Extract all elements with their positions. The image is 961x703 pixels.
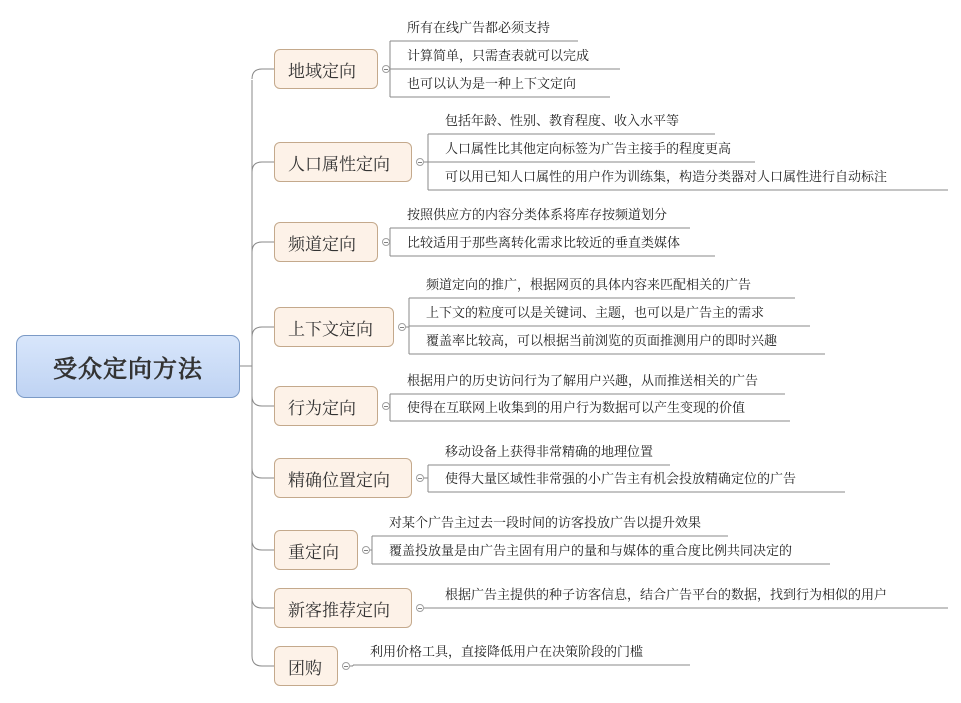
collapse-toggle-icon[interactable] xyxy=(416,474,424,482)
leaf-node[interactable]: 覆盖率比较高，可以根据当前浏览的页面推测用户的即时兴趣 xyxy=(426,334,778,349)
leaf-node[interactable]: 所有在线广告都必须支持 xyxy=(407,21,551,36)
leaf-node[interactable]: 人口属性比其他定向标签为广告主接手的程度更高 xyxy=(445,142,732,157)
topic-node[interactable]: 精确位置定向 xyxy=(274,458,412,498)
topic-node[interactable]: 重定向 xyxy=(274,530,358,570)
topic-connector xyxy=(252,242,274,252)
collapse-toggle-icon[interactable] xyxy=(416,158,424,166)
leaf-node[interactable]: 频道定向的推广，根据网页的具体内容来匹配相关的广告 xyxy=(426,278,752,293)
leaf-node[interactable]: 利用价格工具，直接降低用户在决策阶段的门槛 xyxy=(370,645,644,660)
topic-node[interactable]: 频道定向 xyxy=(274,222,378,262)
leaf-node[interactable]: 比较适用于那些离转化需求比较近的垂直类媒体 xyxy=(407,236,681,251)
leaf-node[interactable]: 覆盖投放量是由广告主固有用户的量和与媒体的重合度比例共同决定的 xyxy=(389,544,793,559)
leaf-node[interactable]: 按照供应方的内容分类体系将库存按频道划分 xyxy=(407,208,668,223)
topic-connector xyxy=(252,656,274,666)
collapse-toggle-icon[interactable] xyxy=(362,546,370,554)
topic-connector xyxy=(252,162,274,172)
leaf-node[interactable]: 也可以认为是一种上下文定向 xyxy=(407,77,577,92)
topic-node[interactable]: 行为定向 xyxy=(274,386,378,426)
leaf-node[interactable]: 上下文的粒度可以是关键词、主题，也可以是广告主的需求 xyxy=(426,306,765,321)
leaf-node[interactable]: 使得大量区域性非常强的小广告主有机会投放精确定位的广告 xyxy=(445,472,797,487)
collapse-toggle-icon[interactable] xyxy=(398,323,406,331)
leaf-node[interactable]: 可以用已知人口属性的用户作为训练集，构造分类器对人口属性进行自动标注 xyxy=(445,170,888,185)
topic-node[interactable]: 上下文定向 xyxy=(274,307,394,347)
leaf-node[interactable]: 计算简单，只需查表就可以完成 xyxy=(407,49,590,64)
topic-connector xyxy=(252,598,274,608)
leaf-node[interactable]: 使得在互联网上收集到的用户行为数据可以产生变现的价值 xyxy=(407,401,746,416)
leaf-node[interactable]: 对某个广告主过去一段时间的访客投放广告以提升效果 xyxy=(389,516,702,531)
topic-node[interactable]: 新客推荐定向 xyxy=(274,588,412,628)
topic-node[interactable]: 人口属性定向 xyxy=(274,142,412,182)
collapse-toggle-icon[interactable] xyxy=(382,238,390,246)
topic-connector xyxy=(252,396,274,406)
leaf-node[interactable]: 根据用户的历史访问行为了解用户兴趣，从而推送相关的广告 xyxy=(407,374,759,389)
leaf-node[interactable]: 包括年龄、性别、教育程度、收入水平等 xyxy=(445,114,680,129)
collapse-toggle-icon[interactable] xyxy=(382,402,390,410)
topic-connector xyxy=(252,468,274,478)
topic-node[interactable]: 团购 xyxy=(274,646,338,686)
root-topic[interactable]: 受众定向方法 xyxy=(16,335,240,398)
topic-connector xyxy=(252,69,274,79)
topic-node[interactable]: 地域定向 xyxy=(274,49,378,89)
collapse-toggle-icon[interactable] xyxy=(382,65,390,73)
leaf-node[interactable]: 根据广告主提供的种子访客信息，结合广告平台的数据，找到行为相似的用户 xyxy=(445,588,888,603)
collapse-toggle-icon[interactable] xyxy=(342,662,350,670)
topic-connector xyxy=(252,327,274,337)
collapse-toggle-icon[interactable] xyxy=(416,604,424,612)
topic-connector xyxy=(252,540,274,550)
leaf-node[interactable]: 移动设备上获得非常精确的地理位置 xyxy=(445,445,654,460)
